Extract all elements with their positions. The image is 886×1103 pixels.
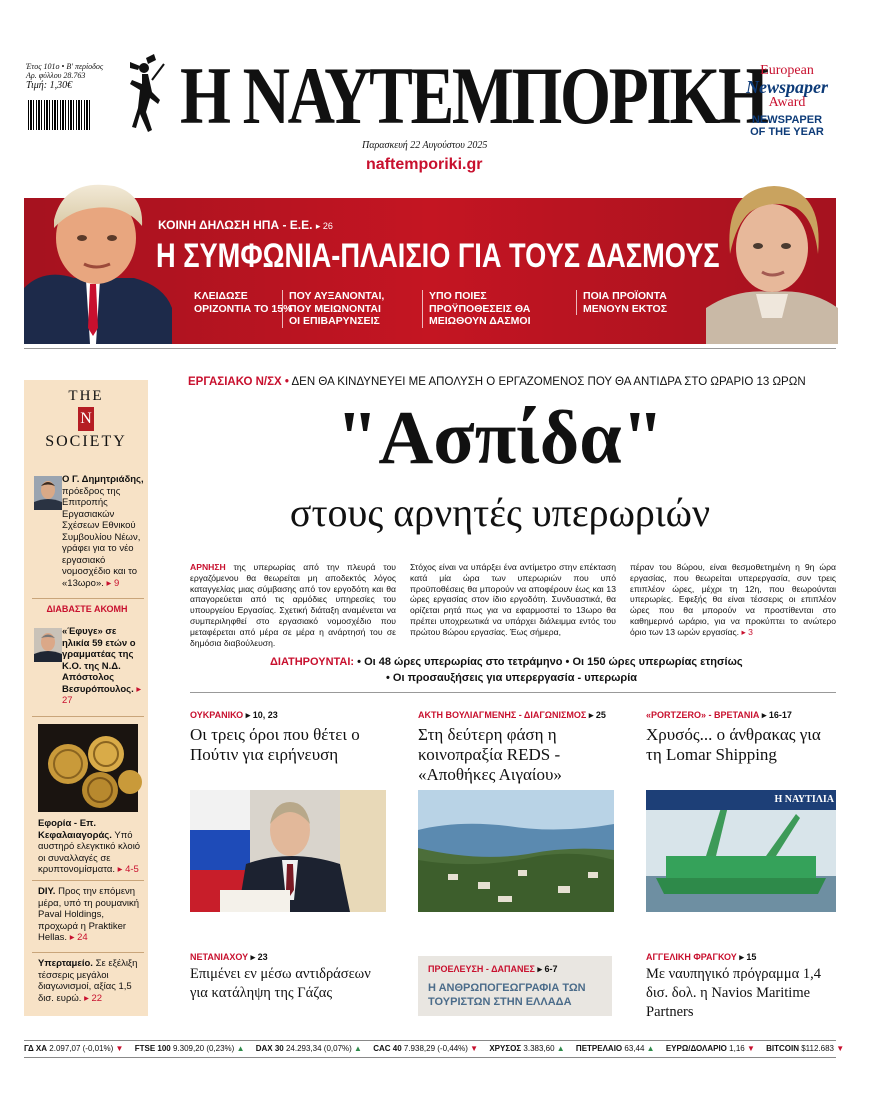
website-link[interactable]: naftemporiki.gr — [366, 156, 483, 173]
up-arrow-icon: ▲ — [236, 1044, 245, 1053]
market-ticker — [24, 1040, 845, 1058]
author-photo — [34, 476, 62, 510]
ticker-item: CAC 40 7.938,29 (-0,44%) ▼ — [373, 1044, 479, 1053]
banner-headline[interactable]: Η ΣΥΜΦΩΝΙΑ-ΠΛΑΙΣΙΟ ΓΙΑ ΤΟΥΣ ΔΑΣΜΟΥΣ — [156, 237, 720, 275]
lead-body-col-2: Στόχος είναι να υπάρξει ένα αντίμετρο στην επέκταση κατά μία ώρα των υπερωριών που υπό προϋποθέσεις θα μπορούν να αποφέρουν έως και 13 ώρες εργασίας στον ίδιο εργοδότη. Συνδυαστικά, θα ορίζεται ρητά πως για να εφαρμοστεί το 13ωρο θα πρέπει υποχρεωτικά να υπάρχει διάλειμμα εντός του πρώτου 8ώρου εργασίας. Έως σήμερα, — [410, 562, 616, 637]
news-item-ukraine[interactable]: ΟΥΚΡΑΝΙΚΟ ▸ 10, 23 Οι τρεις όροι που θέτει ο Πούτιν για ειρήνευση — [190, 710, 360, 764]
up-arrow-icon: ▲ — [556, 1044, 565, 1053]
politician-photo — [34, 628, 62, 662]
banner-point-1: ΚΛΕΙΔΩΣΕ ΟΡΙΖΟΝΤΙΑ ΤΟ 15% — [194, 290, 293, 315]
issue-info: Έτος 101ο • Β' περίοδος Αρ. φύλλου 28.763 Τιμή: 1,30€ — [26, 62, 104, 91]
banner-kicker: ΚΟΙΝΗ ΔΗΛΩΣΗ ΗΠΑ - Ε.Ε. ▸ 26 — [158, 218, 333, 232]
down-arrow-icon: ▼ — [746, 1044, 755, 1053]
news-item-navios[interactable]: ΑΓΓΕΛΙΚΗ ΦΡΑΓΚΟΥ ▸ 15 Με ναυπηγικό πρόγραμμα 1,4 δισ. δολ. η Navios Maritime Partners — [646, 952, 821, 1020]
lead-highlights: ΔΙΑΤΗΡΟΥΝΤΑΙ: • Οι 48 ώρες υπερωρίας στο τετράμηνο • Οι 150 ώρες υπερωρίας ετησίως • Οι προσαυξήσεις για υπερεργασία - υπερωρία — [270, 656, 743, 684]
banner-point-4: ΠΟΙΑ ΠΡΟΪΟΝΤΑ ΜΕΝΟΥΝ ΕΚΤΟΣ — [576, 290, 667, 315]
news-item-gaza[interactable]: ΝΕΤΑΝΙΑΧΟΥ ▸ 23 Επιμένει εν μέσω αντιδράσεων για κατάληψη της Γάζας — [190, 952, 371, 1001]
up-arrow-icon: ▲ — [354, 1044, 362, 1053]
sidebar-divider — [32, 716, 144, 717]
banner-point-2: ΠΟΥ ΑΥΞΑΝΟΝΤΑΙ, ΠΟΥ ΜΕΙΩΝΟΝΤΑΙ ΟΙ ΕΠΙΒΑΡΥΝΣΕΙΣ — [282, 290, 389, 328]
news-item-tourism[interactable]: ΠΡΟΕΛΕΥΣΗ - ΔΑΠΑΝΕΣ ▸ 6-7 Η ΑΝΘΡΩΠΟΓΕΩΓΡΑΦΙΑ ΤΩΝ ΤΟΥΡΙΣΤΩΝ ΣΤΗΝ ΕΛΛΑΔΑ — [428, 964, 586, 1008]
crypto-coins-image — [38, 724, 138, 812]
sidebar-divider — [32, 598, 144, 599]
shipping-section-badge: Η ΝΑΥΤΙΛΙΑ — [774, 794, 834, 805]
sidebar-divider — [32, 880, 144, 881]
ticker-item: FTSE 100 9.309,20 (0,23%) ▲ — [134, 1044, 245, 1053]
news-item-vouliagmeni[interactable]: ΑΚΤΗ ΒΟΥΛΙΑΓΜΕΝΗΣ - ΔΙΑΓΩΝΙΣΜΟΣ ▸ 25 Στη δεύτερη φάση η κοινοπραξία REDS - «Αποθήκες Αιγαίου» — [418, 710, 606, 784]
down-arrow-icon: ▼ — [115, 1044, 124, 1053]
ticker-item: BITCOIN $112.683 ▼ — [766, 1044, 845, 1053]
ticker-item: DAX 30 24.293,34 (0,07%) ▲ — [255, 1044, 362, 1053]
lead-headline[interactable]: "Ασπίδα" — [336, 396, 664, 480]
putin-photo — [190, 790, 386, 912]
sidebar-item-diy[interactable]: DIY. Προς την επόμενη μέρα, υπό τη ρουμανική Paval Holdings, προχωρά η Praktiker Hellas. ▸ 24 — [38, 886, 139, 943]
divider — [190, 692, 836, 693]
newspaper-title: Η ΝΑΥΤΕΜΠΟΡΙΚΗ — [180, 50, 767, 141]
ticker-item: ΕΥΡΩ/ΔΟΛΑΡΙΟ 1,16 ▼ — [665, 1044, 755, 1053]
divider — [24, 348, 836, 349]
ticker-item: ΧΡΥΣΟΣ 3.383,60 ▲ — [489, 1044, 565, 1053]
sidebar-item-superfund[interactable]: Υπερταμείο. Σε εξέλιξη τέσσερις μεγάλοι διαγωνισμοί, αξίας 1,5 δισ. ευρώ. ▸ 22 — [38, 958, 138, 1004]
sidebar-divider — [32, 952, 144, 953]
society-logo: THE N SOCIETY — [45, 388, 127, 450]
hermes-logo-icon — [122, 52, 168, 138]
sidebar-item-crypto[interactable]: Εφορία - Επ. Κεφαλαιαγοράς. Υπό αυστηρό ελεγκτικό κλοιό οι συναλλαγές σε κρυπτονομίσματα. ▸ 4-5 — [38, 818, 141, 875]
portrait-left-photo — [24, 168, 172, 344]
ticker-item: ΠΕΤΡΕΛΑΙΟ 63,44 ▲ — [575, 1044, 655, 1053]
sidebar-item-society[interactable]: Ο Γ. Δημητριάδης, πρόεδρος της Επιτροπής Εργασιακών Σχέσεων Εθνικού Συμβουλίου Νέων, γράφει για το νέο εργασιακό νομοσχέδιο και το «13ωρο». ▸ 9 — [62, 474, 144, 589]
issue-date: Παρασκευή 22 Αυγούστου 2025 — [362, 140, 488, 151]
lead-kicker: ΕΡΓΑΣΙΑΚΟ Ν/ΣΧ • ΔΕΝ ΘΑ ΚΙΝΔΥΝΕΥΕΙ ΜΕ ΑΠΟΛΥΣΗ Ο ΕΡΓΑΖΟΜΕΝΟΣ ΠΟΥ ΘΑ ΑΝΤΙΔΡΑ ΣΤΟ ΩΡΑΡΙΟ 13 ΩΡΩΝ — [188, 376, 806, 388]
award-badge: European Newspaper Award NEWSPAPER OF THE YEAR — [746, 63, 828, 138]
portrait-right-photo — [706, 168, 838, 344]
ship-photo — [646, 790, 836, 912]
lead-subheadline[interactable]: στους αρνητές υπερωριών — [289, 490, 711, 535]
down-arrow-icon: ▼ — [470, 1044, 479, 1053]
lead-body-col-1: ΑΡΝΗΣΗ της υπερωρίας από την πλευρά του εργαζόμενου θα θεωρείται μη αποδεκτός λόγος καταγγελίας μιας σύμβασης από τον εργοδότη και θα απαγορεύεται από τις αρμόδιες υπηρεσίες του υπουργείου Εργασίας. Σχετική διάταξη αναμένεται να συμπεριληφθεί στο εργασιακό νομοσχέδιο που μεταφέρεται από μέρα σε μέρα η ανάρτησή του σε δημόσια διαβούλευση. — [190, 562, 396, 648]
ticker-item: ΓΔ ΧΑ 2.097,07 (-0,01%) ▼ — [24, 1044, 124, 1053]
read-more-heading: ΔΙΑΒΑΣΤΕ ΑΚΟΜΗ — [46, 604, 128, 614]
barcode — [28, 100, 90, 130]
sidebar-item-obituary[interactable]: «Έφυγε» σε ηλικία 59 ετών ο γραμματέας της Κ.Ο. της Ν.Δ. Απόστολος Βεσυρόπουλος. ▸ 27 — [62, 626, 142, 706]
down-arrow-icon: ▼ — [836, 1044, 845, 1053]
coastline-aerial-photo — [418, 790, 614, 912]
up-arrow-icon: ▲ — [646, 1044, 655, 1053]
news-item-lomar[interactable]: «PORTZERO» - ΒΡΕΤΑΝΙΑ ▸ 16-17 Χρυσός... ο άνθρακας για τη Lomar Shipping — [646, 710, 821, 764]
banner-point-3: ΥΠΟ ΠΟΙΕΣ ΠΡΟΫΠΟΘΕΣΕΙΣ ΘΑ ΜΕΙΩΘΟΥΝ ΔΑΣΜΟΙ — [422, 290, 539, 328]
lead-body-col-3: πέραν του 8ώρου, είναι θεσμοθετημένη η 9η ώρα εργασίας, που θεωρείται υπερεργασία, συν τρεις επιπλέον ώρες, μέχρι τη 12η, που θεωρούνται υπερωρίες. Εφεξής θα είναι τέσσερις οι επιπλέον ώρες που θα μπορούν να προστίθενται στο καθημερινό ωράριο, για να προκύπτει το ανώτερο όριο των 13 ωρών εργασίας. ▸ 3 — [630, 562, 836, 637]
